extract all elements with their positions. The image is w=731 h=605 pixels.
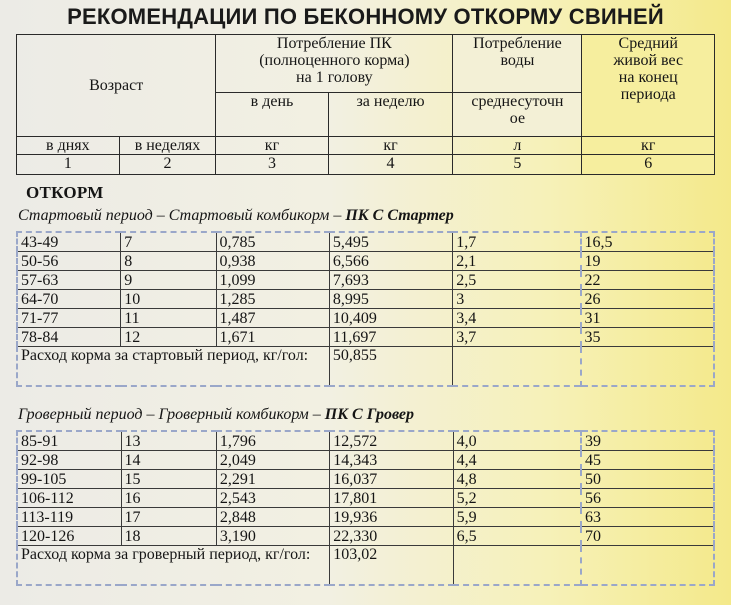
- table-cell: 64-70: [17, 290, 121, 309]
- table-cell: 8: [121, 252, 216, 271]
- table-cell: 1,099: [216, 271, 329, 290]
- table-cell: 3,190: [216, 527, 329, 546]
- table-cell: 22: [581, 271, 714, 290]
- total-value: 50,855: [329, 347, 452, 387]
- table-cell: 7,693: [329, 271, 452, 290]
- table-row: [17, 328, 714, 347]
- table-cell: 15: [121, 470, 216, 489]
- table-cell: 85-91: [17, 431, 121, 451]
- header-daily-avg: среднесуточн ое: [453, 93, 582, 137]
- table-cell: 43-49: [17, 232, 121, 252]
- table-cell: 13: [121, 431, 216, 451]
- table-cell: 106-112: [17, 489, 121, 508]
- empty-cell: [453, 546, 581, 586]
- table-cell: 6,566: [329, 252, 452, 271]
- grower-table: [16, 430, 715, 586]
- table-cell: 113-119: [17, 508, 121, 527]
- table-cell: 1,671: [216, 328, 329, 347]
- table-cell: 1,7: [453, 232, 581, 252]
- table-row: [17, 290, 714, 309]
- table-row: [17, 271, 714, 290]
- table-cell: 1,796: [216, 431, 329, 451]
- table-row: [17, 489, 714, 508]
- total-row: [17, 347, 714, 387]
- empty-cell: [581, 347, 714, 387]
- table-cell: 1,285: [216, 290, 329, 309]
- table-cell: 12,572: [330, 431, 453, 451]
- table-cell: 2,1: [453, 252, 581, 271]
- table-row: [17, 431, 714, 451]
- table-cell: 3,4: [453, 309, 581, 328]
- table-cell: 2,848: [216, 508, 329, 527]
- table-cell: 3,7: [453, 328, 581, 347]
- table-cell: 19,936: [330, 508, 453, 527]
- table-cell: 45: [581, 451, 714, 470]
- table-row: [17, 309, 714, 328]
- header-unit-kg: кг: [328, 137, 453, 155]
- table-cell: 2,5: [453, 271, 581, 290]
- table-cell: 35: [581, 328, 714, 347]
- header-water: Потребление воды: [453, 35, 582, 93]
- page-title: РЕКОМЕНДАЦИИ ПО БЕКОННОМУ ОТКОРМУ СВИНЕЙ: [67, 4, 664, 29]
- total-value: 103,02: [330, 546, 453, 586]
- column-number: 6: [582, 155, 715, 175]
- table-cell: 39: [581, 431, 714, 451]
- header-in-weeks: в неделях: [119, 137, 216, 155]
- table-row: [17, 527, 714, 546]
- table-cell: 16: [121, 489, 216, 508]
- table-cell: 2,291: [216, 470, 329, 489]
- total-label: Расход корма за гроверный период, кг/гол:: [17, 546, 330, 586]
- table-cell: 57-63: [17, 271, 121, 290]
- table-cell: 50-56: [17, 252, 121, 271]
- table-cell: 56: [581, 489, 714, 508]
- table-cell: 22,330: [330, 527, 453, 546]
- table-cell: 16,037: [330, 470, 453, 489]
- header-unit-l: л: [453, 137, 582, 155]
- table-cell: 4,0: [453, 431, 581, 451]
- table-row: [17, 451, 714, 470]
- header-consumption: Потребление ПК (полноценного корма) на 1 голову: [216, 35, 453, 93]
- table-cell: 5,495: [329, 232, 452, 252]
- table-cell: 2,049: [216, 451, 329, 470]
- table-cell: 78-84: [17, 328, 121, 347]
- table-cell: 120-126: [17, 527, 121, 546]
- table-cell: 3: [453, 290, 581, 309]
- header-per-day: в день: [216, 93, 328, 137]
- table-cell: 12: [121, 328, 216, 347]
- column-number: 2: [119, 155, 216, 175]
- table-cell: 11: [121, 309, 216, 328]
- table-cell: 17: [121, 508, 216, 527]
- table-cell: 8,995: [329, 290, 452, 309]
- empty-cell: [453, 347, 581, 387]
- table-cell: 0,938: [216, 252, 329, 271]
- column-number: 3: [216, 155, 328, 175]
- total-row: [17, 546, 714, 586]
- header-weight: Средний живой вес на конец периода: [582, 35, 715, 137]
- starter-table: [16, 231, 715, 387]
- table-cell: 92-98: [17, 451, 121, 470]
- header-table: [16, 34, 715, 175]
- table-cell: 4,8: [453, 470, 581, 489]
- table-row: [17, 508, 714, 527]
- table-cell: 5,2: [453, 489, 581, 508]
- header-in-days: в днях: [17, 137, 120, 155]
- header-unit-kg: кг: [216, 137, 328, 155]
- table-cell: 14: [121, 451, 216, 470]
- section-title: ОТКОРМ: [26, 183, 104, 202]
- table-cell: 26: [581, 290, 714, 309]
- table-cell: 19: [581, 252, 714, 271]
- table-cell: 10,409: [329, 309, 452, 328]
- table-cell: 18: [121, 527, 216, 546]
- table-cell: 99-105: [17, 470, 121, 489]
- table-cell: 10: [121, 290, 216, 309]
- table-cell: 50: [581, 470, 714, 489]
- table-cell: 0,785: [216, 232, 329, 252]
- starter-period-label: Стартовый период – Стартовый комбикорм – ПК С Стартер: [18, 207, 454, 224]
- grower-period-label: Гроверный период – Гроверный комбикорм – ПК С Гровер: [18, 406, 414, 423]
- table-cell: 2,543: [216, 489, 329, 508]
- table-cell: 16,5: [581, 232, 714, 252]
- table-cell: 1,487: [216, 309, 329, 328]
- column-number: 4: [328, 155, 453, 175]
- table-cell: 71-77: [17, 309, 121, 328]
- header-per-week: за неделю: [328, 93, 453, 137]
- table-cell: 63: [581, 508, 714, 527]
- total-label: Расход корма за стартовый период, кг/гол:: [17, 347, 329, 387]
- header-age: Возраст: [17, 35, 216, 137]
- table-cell: 6,5: [453, 527, 581, 546]
- table-cell: 5,9: [453, 508, 581, 527]
- column-number: 5: [453, 155, 582, 175]
- column-number: 1: [17, 155, 120, 175]
- table-cell: 14,343: [330, 451, 453, 470]
- table-cell: 11,697: [329, 328, 452, 347]
- table-cell: 9: [121, 271, 216, 290]
- table-cell: 17,801: [330, 489, 453, 508]
- table-row: [17, 470, 714, 489]
- empty-cell: [581, 546, 714, 586]
- table-cell: 70: [581, 527, 714, 546]
- table-row: [17, 232, 714, 252]
- table-cell: 4,4: [453, 451, 581, 470]
- header-unit-kg: кг: [582, 137, 715, 155]
- table-cell: 7: [121, 232, 216, 252]
- table-cell: 31: [581, 309, 714, 328]
- table-row: [17, 252, 714, 271]
